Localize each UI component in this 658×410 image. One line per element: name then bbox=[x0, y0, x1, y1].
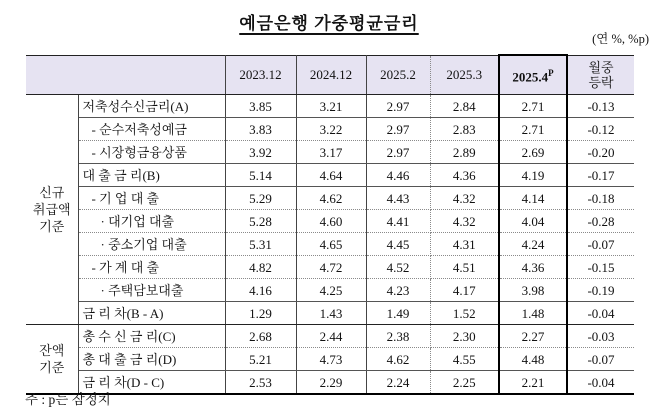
table-row bbox=[26, 256, 634, 279]
value-cell: 4.14 bbox=[499, 187, 567, 210]
row-label: - 가 계 대 출 bbox=[78, 256, 225, 279]
value-cell: 2.38 bbox=[366, 325, 430, 348]
value-cell: 1.52 bbox=[430, 302, 499, 325]
table-row bbox=[26, 371, 634, 395]
value-cell: 4.31 bbox=[430, 233, 499, 256]
value-cell: 4.23 bbox=[366, 279, 430, 302]
value-cell: 3.83 bbox=[225, 118, 296, 141]
value-cell: 5.29 bbox=[225, 187, 296, 210]
page-title: 예금은행 가중평균금리 bbox=[239, 14, 419, 33]
value-cell: 2.71 bbox=[499, 95, 567, 118]
table-row bbox=[26, 302, 634, 325]
value-cell: 4.45 bbox=[366, 233, 430, 256]
value-cell: -0.15 bbox=[567, 256, 634, 279]
value-cell: -0.07 bbox=[567, 233, 634, 256]
group-cell-0: 신규 취급액 기준 bbox=[26, 95, 78, 325]
row-label: 금 리 차(D - C) bbox=[78, 371, 225, 395]
value-cell: 2.27 bbox=[499, 325, 567, 348]
col-header-2: 2025.2 bbox=[366, 55, 430, 95]
value-cell: 2.25 bbox=[430, 371, 499, 395]
value-cell: 4.25 bbox=[296, 279, 366, 302]
value-cell: 2.89 bbox=[430, 141, 499, 164]
row-label: 저축성수신금리(A) bbox=[78, 95, 225, 118]
value-cell: -0.04 bbox=[567, 371, 634, 395]
table-row bbox=[26, 279, 634, 302]
value-cell: 5.21 bbox=[225, 348, 296, 371]
row-label: · 중소기업 대출 bbox=[78, 233, 225, 256]
col-header-4: $2025.4^P$ bbox=[499, 55, 567, 95]
value-cell: -0.12 bbox=[567, 118, 634, 141]
value-cell: -0.04 bbox=[567, 302, 634, 325]
value-cell: 4.41 bbox=[366, 210, 430, 233]
table-row bbox=[26, 187, 634, 210]
value-cell: 3.22 bbox=[296, 118, 366, 141]
row-label: - 순수저축성예금 bbox=[78, 118, 225, 141]
value-cell: 5.28 bbox=[225, 210, 296, 233]
value-cell: 4.60 bbox=[296, 210, 366, 233]
table-header-row bbox=[26, 55, 634, 95]
unit-note: (연 %, %p) bbox=[592, 32, 649, 46]
value-cell: 1.49 bbox=[366, 302, 430, 325]
value-cell: 2.83 bbox=[430, 118, 499, 141]
value-cell: 5.14 bbox=[225, 164, 296, 187]
value-cell: -0.03 bbox=[567, 325, 634, 348]
footnote: 주 : p는 잠정치 bbox=[25, 392, 111, 407]
value-cell: 4.82 bbox=[225, 256, 296, 279]
value-cell: 4.72 bbox=[296, 256, 366, 279]
table-row bbox=[26, 210, 634, 233]
value-cell: -0.07 bbox=[567, 348, 634, 371]
rates-table bbox=[26, 54, 634, 395]
value-cell: 5.31 bbox=[225, 233, 296, 256]
value-cell: 2.30 bbox=[430, 325, 499, 348]
value-cell: -0.28 bbox=[567, 210, 634, 233]
value-cell: 2.69 bbox=[499, 141, 567, 164]
row-label: - 기 업 대 출 bbox=[78, 187, 225, 210]
value-cell: 4.24 bbox=[499, 233, 567, 256]
value-cell: 1.48 bbox=[499, 302, 567, 325]
row-label: · 주택담보대출 bbox=[78, 279, 225, 302]
value-cell: 2.21 bbox=[499, 371, 567, 395]
value-cell: 4.62 bbox=[296, 187, 366, 210]
value-cell: 2.24 bbox=[366, 371, 430, 395]
value-cell: 3.92 bbox=[225, 141, 296, 164]
table-row bbox=[26, 118, 634, 141]
value-cell: 4.65 bbox=[296, 233, 366, 256]
value-cell: 2.71 bbox=[499, 118, 567, 141]
value-cell: 4.36 bbox=[430, 164, 499, 187]
value-cell: 2.97 bbox=[366, 95, 430, 118]
table-body bbox=[26, 95, 634, 395]
value-cell: 4.62 bbox=[366, 348, 430, 371]
row-label: 총 대 출 금 리(D) bbox=[78, 348, 225, 371]
value-cell: 2.84 bbox=[430, 95, 499, 118]
value-cell: 2.68 bbox=[225, 325, 296, 348]
table-row bbox=[26, 164, 634, 187]
value-cell: 2.44 bbox=[296, 325, 366, 348]
value-cell: 3.98 bbox=[499, 279, 567, 302]
row-label: 금 리 차(B - A) bbox=[78, 302, 225, 325]
value-cell: 4.46 bbox=[366, 164, 430, 187]
col-header-1: 2024.12 bbox=[296, 55, 366, 95]
value-cell: -0.19 bbox=[567, 279, 634, 302]
table-row bbox=[26, 95, 634, 118]
value-cell: 4.19 bbox=[499, 164, 567, 187]
col-header-0: 2023.12 bbox=[225, 55, 296, 95]
value-cell: 4.73 bbox=[296, 348, 366, 371]
value-cell: -0.20 bbox=[567, 141, 634, 164]
value-cell: 4.52 bbox=[366, 256, 430, 279]
col-header-3: 2025.3 bbox=[430, 55, 499, 95]
row-label: 총 수 신 금 리(C) bbox=[78, 325, 225, 348]
row-label: - 시장형금융상품 bbox=[78, 141, 225, 164]
value-cell: 2.97 bbox=[366, 118, 430, 141]
value-cell: 1.29 bbox=[225, 302, 296, 325]
value-cell: 2.97 bbox=[366, 141, 430, 164]
value-cell: 3.21 bbox=[296, 95, 366, 118]
value-cell: 4.36 bbox=[499, 256, 567, 279]
value-cell: 4.43 bbox=[366, 187, 430, 210]
table-row bbox=[26, 325, 634, 348]
value-cell: 4.16 bbox=[225, 279, 296, 302]
value-cell: 2.53 bbox=[225, 371, 296, 395]
value-cell: 4.32 bbox=[430, 210, 499, 233]
table-corner-cell bbox=[26, 55, 225, 95]
value-cell: 3.85 bbox=[225, 95, 296, 118]
table-row bbox=[26, 233, 634, 256]
value-cell: 4.55 bbox=[430, 348, 499, 371]
value-cell: 4.48 bbox=[499, 348, 567, 371]
value-cell: -0.13 bbox=[567, 95, 634, 118]
group-cell-1: 잔액 기준 bbox=[26, 325, 78, 395]
row-label: · 대기업 대출 bbox=[78, 210, 225, 233]
value-cell: 1.43 bbox=[296, 302, 366, 325]
value-cell: -0.17 bbox=[567, 164, 634, 187]
value-cell: -0.18 bbox=[567, 187, 634, 210]
value-cell: 4.04 bbox=[499, 210, 567, 233]
value-cell: 4.32 bbox=[430, 187, 499, 210]
value-cell: 4.64 bbox=[296, 164, 366, 187]
table-row bbox=[26, 348, 634, 371]
table-row bbox=[26, 141, 634, 164]
value-cell: 4.51 bbox=[430, 256, 499, 279]
row-label: 대 출 금 리(B) bbox=[78, 164, 225, 187]
value-cell: 3.17 bbox=[296, 141, 366, 164]
value-cell: 2.29 bbox=[296, 371, 366, 395]
col-header-5: 월중 등락 bbox=[567, 55, 634, 95]
value-cell: 4.17 bbox=[430, 279, 499, 302]
